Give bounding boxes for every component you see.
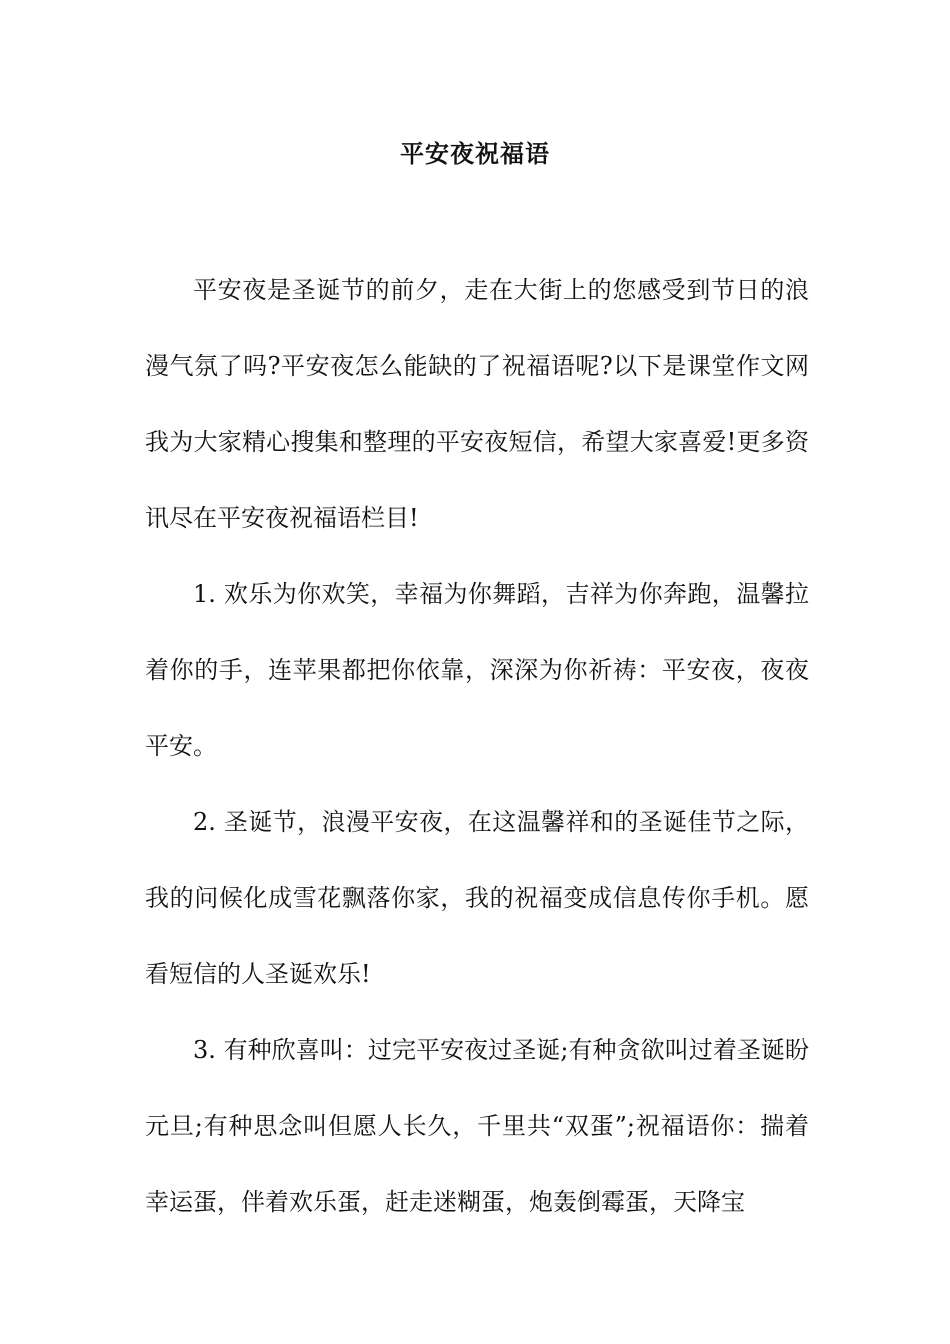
intro-paragraph: 平安夜是圣诞节的前夕，走在大街上的您感受到节日的浪漫气氛了吗?平安夜怎么能缺的了祝福语呢?以下是课堂作文网我为大家精心搜集和整理的平安夜短信，希望大家喜爱!更多资讯尽在平安夜祝福语栏目!: [145, 276, 809, 532]
document-title: 平安夜祝福语: [400, 139, 550, 168]
wish-paragraph-1: 1. 欢乐为你欢笑，幸福为你舞蹈，吉祥为你奔跑，温馨拉着你的手，连苹果都把你依靠，深深为你祈祷：平安夜，夜夜平安。: [145, 580, 809, 760]
document-body: [145, 252, 809, 1240]
wish-paragraph-3: 3. 有种欣喜叫：过完平安夜过圣诞;有种贪欲叫过着圣诞盼元旦;有种思念叫但愿人长久，千里共“双蛋”;祝福语你：揣着幸运蛋，伴着欢乐蛋，赶走迷糊蛋，炮轰倒霉蛋，天降宝: [145, 1036, 809, 1216]
wish-paragraph-2: 2. 圣诞节，浪漫平安夜，在这温馨祥和的圣诞佳节之际，我的问候化成雪花飘落你家，我的祝福变成信息传你手机。愿看短信的人圣诞欢乐!: [145, 808, 809, 988]
